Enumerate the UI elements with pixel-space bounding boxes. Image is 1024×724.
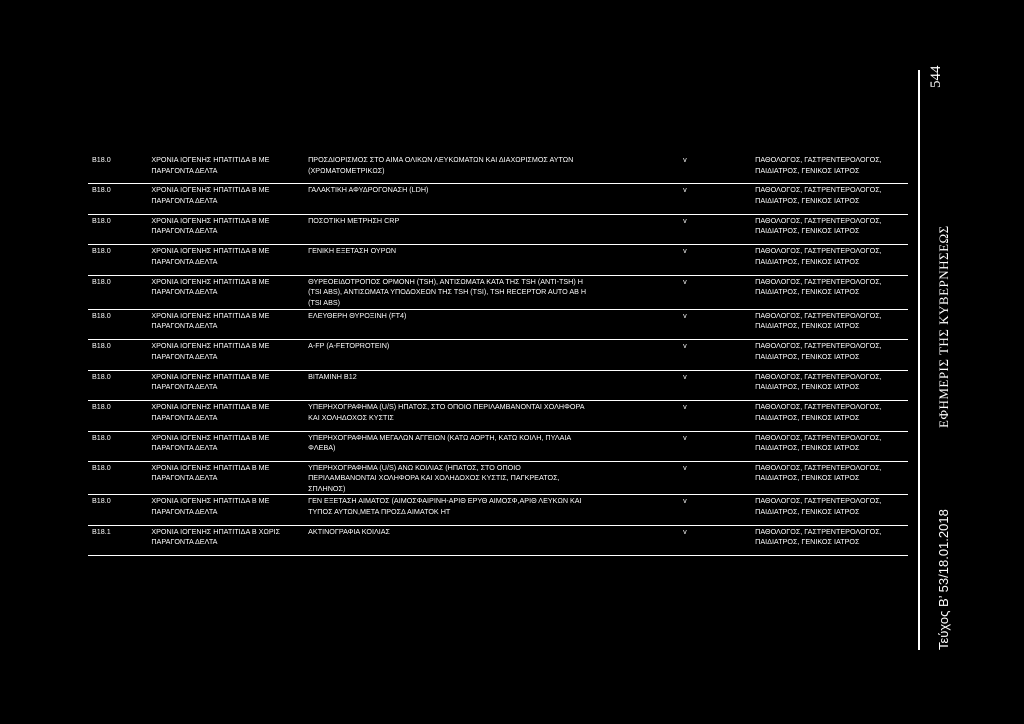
row-exam: ΥΠΕΡΗΧΟΓΡΑΦΗΜΑ (U/S) ΗΠΑΤΟΣ, ΣΤΟ ΟΠΟΙΟ ΠΕΡΙΛΑΜΒΑΝΟΝΤΑΙ ΧΟΛΗΦΟΡΑ ΚΑΙ ΧΟΛΗΔΟΧΟΣ ΚΥΣΤΙΣ: [308, 402, 585, 422]
row-code: Β18.0: [92, 402, 111, 412]
row-disease: ΧΡΟΝΙΑ ΙΟΓΕΝΗΣ ΗΠΑΤΙΤΙΔΑ Β ΜΕ ΠΑΡΑΓΟΝΤΑ ΔΕΛΤΑ: [151, 185, 270, 205]
row-check-mark: v: [683, 371, 687, 381]
row-exam: ΠΟΣΟΤΙΚΗ ΜΕΤΡΗΣΗ CRP: [308, 215, 400, 225]
exam-table: [88, 154, 908, 556]
row-disease: ΧΡΟΝΙΑ ΙΟΓΕΝΗΣ ΗΠΑΤΙΤΙΔΑ Β ΜΕ ΠΑΡΑΓΟΝΤΑ ΔΕΛΤΑ: [151, 246, 270, 266]
row-specialties: ΠΑΘΟΛΟΓΟΣ, ΓΑΣΤΡΕΝΤΕΡΟΛΟΓΟΣ, ΠΑΙΔΙΑΤΡΟΣ, ΓΕΝΙΚΟΣ ΙΑΤΡΟΣ: [755, 155, 882, 175]
row-exam: ΠΡΟΣΔΙΟΡΙΣΜΟΣ ΣΤΟ ΑΙΜΑ ΟΛΙΚΩΝ ΛΕΥΚΩΜΑΤΩΝ ΚΑΙ ΔΙΑΧΩΡΙΣΜΟΣ ΑΥΤΩΝ (ΧΡΩΜΑΤΟΜΕΤΡΙΚΩΣ): [308, 155, 574, 175]
row-spacer: [590, 214, 679, 244]
row-exam: ΓΑΛΑΚΤΙΚΗ ΑΦΥΔΡΟΓΟΝΑΣΗ (LDH): [308, 185, 429, 195]
row-disease: ΧΡΟΝΙΑ ΙΟΓΕΝΗΣ ΗΠΑΤΙΤΙΔΑ Β ΜΕ ΠΑΡΑΓΟΝΤΑ ΔΕΛΤΑ: [151, 276, 270, 297]
row-exam: ΥΠΕΡΗΧΟΓΡΑΦΗΜΑ (U/S) ΑΝΩ ΚΟΙΛΙΑΣ (ΗΠΑΤΟΣ, ΣΤΟ ΟΠΟΙΟ ΠΕΡΙΛΑΜΒΑΝΟΝΤΑΙ ΧΟΛΗΦΟΡΑ ΚΑΙ ΧΟΛΗΔΟΧΟΣ ΚΥΣΤΙΣ, ΠΑΓΚΡΕΑΤΟΣ, ΣΠΛΗΝΟΣ): [308, 462, 560, 493]
row-specialties: ΠΑΘΟΛΟΓΟΣ, ΓΑΣΤΡΕΝΤΕΡΟΛΟΓΟΣ, ΠΑΙΔΙΑΤΡΟΣ, ΓΕΝΙΚΟΣ ΙΑΤΡΟΣ: [755, 402, 882, 422]
row-check-mark: v: [683, 276, 687, 286]
table-row: [88, 525, 908, 555]
row-code: Β18.0: [92, 276, 111, 286]
row-exam: A-FP (A-FETOPROTEIN): [308, 341, 390, 351]
table-row: [88, 184, 908, 214]
row-code: Β18.0: [92, 155, 111, 164]
row-specialties: ΠΑΘΟΛΟΓΟΣ, ΓΑΣΤΡΕΝΤΕΡΟΛΟΓΟΣ, ΠΑΙΔΙΑΤΡΟΣ, ΓΕΝΙΚΟΣ ΙΑΤΡΟΣ: [755, 371, 882, 392]
row-exam: ΥΠΕΡΗΧΟΓΡΑΦΗΜΑ ΜΕΓΑΛΩΝ ΑΓΓΕΙΩΝ (ΚΑΤΩ ΑΟΡΤΗ, ΚΑΤΩ ΚΟΙΛΗ, ΠΥΛΑΙΑ ΦΛΕΒΑ): [308, 432, 571, 453]
row-spacer: [590, 245, 679, 275]
row-disease: ΧΡΟΝΙΑ ΙΟΓΕΝΗΣ ΗΠΑΤΙΤΙΔΑ Β ΜΕ ΠΑΡΑΓΟΝΤΑ ΔΕΛΤΑ: [151, 371, 270, 392]
table-row: [88, 461, 908, 495]
table-row: [88, 370, 908, 400]
row-spacer: [590, 154, 679, 184]
page-number: 544: [928, 65, 944, 88]
row-spacer: [590, 401, 679, 431]
row-spacer: [590, 184, 679, 214]
row-code: Β18.0: [92, 185, 111, 195]
row-specialties: ΠΑΘΟΛΟΓΟΣ, ΓΑΣΤΡΕΝΤΕΡΟΛΟΓΟΣ, ΠΑΙΔΙΑΤΡΟΣ, ΓΕΝΙΚΟΣ ΙΑΤΡΟΣ: [755, 246, 882, 266]
row-check-mark: v: [683, 246, 687, 256]
row-exam: ΓΕΝ ΕΞΕΤΑΣΗ ΑΙΜΑΤΟΣ (ΑΙΜΟΣΦΑΙΡΙΝΗ-ΑΡΙΘ ΕΡΥΘ ΑΙΜΟΣΦ,ΑΡΙΘ ΛΕΥΚΩΝ ΚΑΙ ΤΥΠΟΣ ΑΥΤΩΝ,ΜΕΤΑ ΠΡΟΣΔ ΑΙΜΑΤΟΚ ΗΤ: [308, 496, 582, 516]
table-row: [88, 245, 908, 275]
row-disease: ΧΡΟΝΙΑ ΙΟΓΕΝΗΣ ΗΠΑΤΙΤΙΔΑ Β ΜΕ ΠΑΡΑΓΟΝΤΑ ΔΕΛΤΑ: [151, 215, 270, 236]
row-check-mark: v: [683, 185, 687, 195]
row-disease: ΧΡΟΝΙΑ ΙΟΓΕΝΗΣ ΗΠΑΤΙΤΙΔΑ Β ΜΕ ΠΑΡΑΓΟΝΤΑ ΔΕΛΤΑ: [151, 341, 270, 361]
table-row: [88, 340, 908, 370]
row-spacer: [590, 495, 679, 525]
row-check-mark: v: [683, 496, 687, 506]
row-disease: ΧΡΟΝΙΑ ΙΟΓΕΝΗΣ ΗΠΑΤΙΤΙΔΑ Β ΜΕ ΠΑΡΑΓΟΝΤΑ ΔΕΛΤΑ: [151, 155, 270, 175]
row-exam: ΒΙΤΑΜΙΝΗ Β12: [308, 371, 357, 381]
row-disease: ΧΡΟΝΙΑ ΙΟΓΕΝΗΣ ΗΠΑΤΙΤΙΔΑ Β ΜΕ ΠΑΡΑΓΟΝΤΑ ΔΕΛΤΑ: [151, 432, 270, 453]
row-disease: ΧΡΟΝΙΑ ΙΟΓΕΝΗΣ ΗΠΑΤΙΤΙΔΑ Β ΜΕ ΠΑΡΑΓΟΝΤΑ ΔΕΛΤΑ: [151, 496, 270, 516]
row-code: Β18.0: [92, 310, 111, 320]
row-code: Β18.0: [92, 215, 111, 225]
issue-reference: Τεύχος Β’ 53/18.01.2018: [936, 509, 951, 650]
row-spacer: [590, 340, 679, 370]
row-specialties: ΠΑΘΟΛΟΓΟΣ, ΓΑΣΤΡΕΝΤΕΡΟΛΟΓΟΣ, ΠΑΙΔΙΑΤΡΟΣ, ΓΕΝΙΚΟΣ ΙΑΤΡΟΣ: [755, 432, 882, 453]
row-code: Β18.0: [92, 462, 111, 472]
table-row: [88, 214, 908, 244]
row-specialties: ΠΑΘΟΛΟΓΟΣ, ΓΑΣΤΡΕΝΤΕΡΟΛΟΓΟΣ, ΠΑΙΔΙΑΤΡΟΣ, ΓΕΝΙΚΟΣ ΙΑΤΡΟΣ: [755, 341, 882, 361]
row-specialties: ΠΑΘΟΛΟΓΟΣ, ΓΑΣΤΡΕΝΤΕΡΟΛΟΓΟΣ, ΠΑΙΔΙΑΤΡΟΣ, ΓΕΝΙΚΟΣ ΙΑΤΡΟΣ: [755, 462, 882, 483]
row-specialties: ΠΑΘΟΛΟΓΟΣ, ΓΑΣΤΡΕΝΤΕΡΟΛΟΓΟΣ, ΠΑΙΔΙΑΤΡΟΣ, ΓΕΝΙΚΟΣ ΙΑΤΡΟΣ: [755, 310, 882, 331]
row-check-mark: v: [683, 402, 687, 412]
row-spacer: [590, 461, 679, 495]
row-check-mark: v: [683, 341, 687, 351]
row-exam: ΑΚΤΙΝΟΓΡΑΦΙΑ ΚΟΙΛΙΑΣ: [308, 526, 390, 536]
row-spacer: [590, 275, 679, 309]
table-row: [88, 431, 908, 461]
row-specialties: ΠΑΘΟΛΟΓΟΣ, ΓΑΣΤΡΕΝΤΕΡΟΛΟΓΟΣ, ΠΑΙΔΙΑΤΡΟΣ, ΓΕΝΙΚΟΣ ΙΑΤΡΟΣ: [755, 526, 882, 547]
row-code: Β18.0: [92, 341, 111, 351]
row-exam: ΘΥΡΕΟΕΙΔΟΤΡΟΠΟΣ ΟΡΜΟΝΗ (TSH), ΑΝΤΙΣΩΜΑΤΑ ΚΑΤΑ ΤΗΣ TSH (ANTI-TSH) Η (TSI ABS), ΑΝΤΙΣΩΜΑΤΑ ΥΠΟΔΟΧΕΩΝ ΤΗΣ TSH (TSI), TSH RECEPTOR AUTO AB H (TSI ABS): [308, 276, 587, 307]
row-specialties: ΠΑΘΟΛΟΓΟΣ, ΓΑΣΤΡΕΝΤΕΡΟΛΟΓΟΣ, ΠΑΙΔΙΑΤΡΟΣ, ΓΕΝΙΚΟΣ ΙΑΤΡΟΣ: [755, 185, 882, 205]
row-check-mark: v: [683, 155, 687, 164]
row-code: Β18.0: [92, 496, 111, 506]
row-specialties: ΠΑΘΟΛΟΓΟΣ, ΓΑΣΤΡΕΝΤΕΡΟΛΟΓΟΣ, ΠΑΙΔΙΑΤΡΟΣ, ΓΕΝΙΚΟΣ ΙΑΤΡΟΣ: [755, 215, 882, 236]
row-check-mark: v: [683, 462, 687, 472]
row-code: Β18.1: [92, 526, 111, 536]
row-spacer: [590, 431, 679, 461]
margin-rule: [918, 70, 920, 650]
row-specialties: ΠΑΘΟΛΟΓΟΣ, ΓΑΣΤΡΕΝΤΕΡΟΛΟΓΟΣ, ΠΑΙΔΙΑΤΡΟΣ, ΓΕΝΙΚΟΣ ΙΑΤΡΟΣ: [755, 496, 882, 516]
row-code: Β18.0: [92, 371, 111, 381]
row-spacer: [590, 309, 679, 339]
row-disease: ΧΡΟΝΙΑ ΙΟΓΕΝΗΣ ΗΠΑΤΙΤΙΔΑ Β ΜΕ ΠΑΡΑΓΟΝΤΑ ΔΕΛΤΑ: [151, 402, 270, 422]
gazette-title: ΕΦΗΜΕΡΙΣ ΤΗΣ ΚΥΒΕΡΝΗΣΕΩΣ: [936, 225, 951, 428]
row-check-mark: v: [683, 310, 687, 320]
table-row: [88, 275, 908, 309]
row-code: Β18.0: [92, 432, 111, 442]
row-spacer: [590, 370, 679, 400]
table-row: [88, 495, 908, 525]
table-row: [88, 154, 908, 184]
row-code: Β18.0: [92, 246, 111, 256]
table-row: [88, 401, 908, 431]
row-exam: ΕΛΕΥΘΕΡΗ ΘΥΡΟΞΙΝΗ (FT4): [308, 310, 407, 320]
row-check-mark: v: [683, 215, 687, 225]
exam-table-body: [88, 154, 908, 556]
table-row: [88, 309, 908, 339]
row-specialties: ΠΑΘΟΛΟΓΟΣ, ΓΑΣΤΡΕΝΤΕΡΟΛΟΓΟΣ, ΠΑΙΔΙΑΤΡΟΣ, ΓΕΝΙΚΟΣ ΙΑΤΡΟΣ: [755, 276, 882, 297]
row-spacer: [590, 525, 679, 555]
row-disease: ΧΡΟΝΙΑ ΙΟΓΕΝΗΣ ΗΠΑΤΙΤΙΔΑ Β ΜΕ ΠΑΡΑΓΟΝΤΑ ΔΕΛΤΑ: [151, 310, 270, 331]
row-disease: ΧΡΟΝΙΑ ΙΟΓΕΝΗΣ ΗΠΑΤΙΤΙΔΑ Β ΧΩΡΙΣ ΠΑΡΑΓΟΝΤΑ ΔΕΛΤΑ: [151, 526, 281, 547]
row-exam: ΓΕΝΙΚΗ ΕΞΕΤΑΣΗ ΟΥΡΩΝ: [308, 246, 397, 256]
row-check-mark: v: [683, 526, 687, 536]
row-check-mark: v: [683, 432, 687, 442]
row-disease: ΧΡΟΝΙΑ ΙΟΓΕΝΗΣ ΗΠΑΤΙΤΙΔΑ Β ΜΕ ΠΑΡΑΓΟΝΤΑ ΔΕΛΤΑ: [151, 462, 270, 483]
